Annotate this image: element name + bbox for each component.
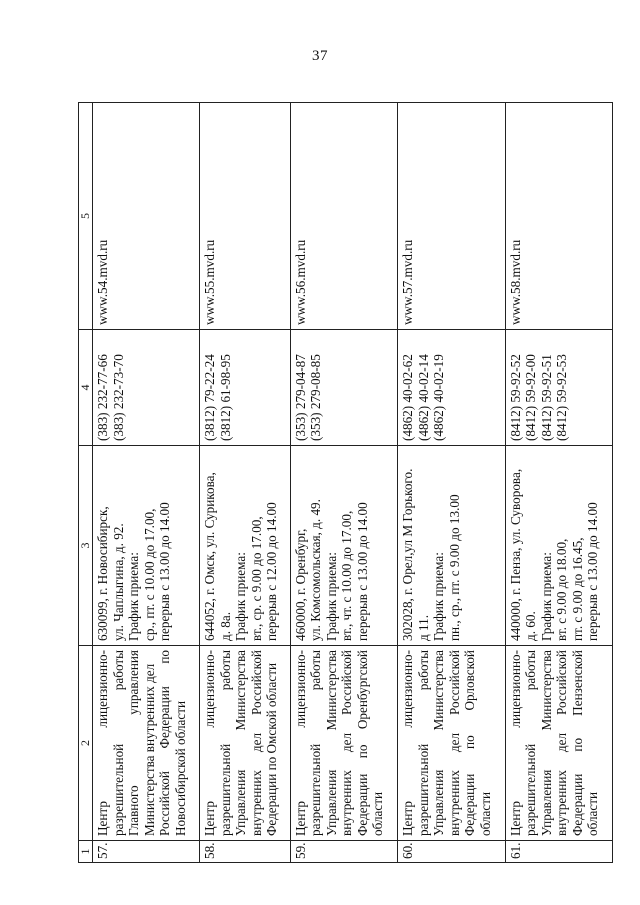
organization-word: Федерации bbox=[569, 773, 585, 836]
address-line: 644052, г. Омск, ул. Сурикова, bbox=[202, 472, 218, 641]
phone-number: (3812) 79-22-24 bbox=[202, 354, 218, 441]
phone-number: (8412) 59-92-52 bbox=[507, 354, 523, 441]
organization-word: Оренбургской bbox=[354, 650, 370, 730]
organization-word: управления bbox=[126, 650, 141, 715]
table-row bbox=[290, 103, 397, 863]
address-line: График приема: bbox=[538, 552, 554, 641]
header-row bbox=[79, 103, 93, 863]
address-cell bbox=[290, 446, 397, 646]
organization-word: дел bbox=[446, 732, 462, 753]
address-line: пн., ср., пт. с 9.00 до 13.00 bbox=[446, 494, 462, 641]
organization-word: Российской bbox=[339, 650, 355, 716]
organization-word: по bbox=[157, 650, 172, 664]
organization-word: по bbox=[462, 735, 478, 749]
organization-word: Министерства bbox=[431, 650, 447, 731]
organization-line bbox=[202, 650, 218, 836]
organization-line bbox=[539, 650, 555, 836]
organization-line bbox=[308, 650, 324, 836]
organization-line bbox=[126, 650, 142, 836]
organization-line: Новосибирской области bbox=[172, 700, 188, 836]
address-line: д. 60. bbox=[523, 611, 539, 641]
phones-cell bbox=[200, 330, 290, 446]
phone-number: (383) 232-73-70 bbox=[110, 354, 126, 441]
phone-number: (383) 232-77-66 bbox=[95, 354, 110, 441]
rotated-table-container bbox=[78, 103, 613, 863]
organization-word: внутренних bbox=[554, 769, 570, 836]
organization-word: Пензенской bbox=[569, 650, 585, 716]
organization-cell bbox=[93, 646, 200, 841]
address-line: ул. Чаплыгина, д. 92. bbox=[110, 523, 126, 641]
phone-number: (353) 279-08-85 bbox=[308, 354, 324, 441]
row-number-cell: 61. bbox=[505, 841, 612, 863]
organization-line bbox=[431, 650, 447, 836]
organization-word: Главного bbox=[126, 785, 141, 836]
organization-line bbox=[157, 650, 173, 836]
organization-cell bbox=[398, 646, 505, 841]
organization-word: лицензионно- bbox=[400, 650, 416, 728]
address-cell bbox=[93, 446, 200, 646]
organization-word: лицензионно- bbox=[95, 650, 110, 728]
organization-word: Центр bbox=[400, 801, 416, 836]
organization-line bbox=[554, 650, 570, 836]
organization-word: Центр bbox=[95, 801, 110, 836]
organization-word: Орловской bbox=[462, 650, 478, 711]
header-cell-2: 2 bbox=[79, 646, 93, 841]
phone-number: (4862) 40-02-19 bbox=[431, 354, 447, 441]
address-line: График приема: bbox=[431, 552, 447, 641]
phones-cell bbox=[290, 330, 397, 446]
organization-word: разрешительной bbox=[110, 743, 126, 836]
organization-word: Федерации bbox=[462, 773, 478, 836]
organization-word: Центр bbox=[507, 801, 523, 836]
page-number: 37 bbox=[312, 48, 328, 64]
website-cell: www.56.mvd.ru bbox=[290, 103, 397, 330]
phones-cell bbox=[505, 330, 612, 446]
header-cell-3: 3 bbox=[79, 446, 93, 646]
organization-word: Российской bbox=[248, 650, 264, 716]
organizations-table bbox=[78, 102, 613, 863]
organization-cell bbox=[290, 646, 397, 841]
organization-line bbox=[462, 650, 478, 836]
organization-line bbox=[218, 650, 234, 836]
organization-word: разрешительной bbox=[415, 743, 431, 836]
organization-word: по bbox=[354, 744, 370, 759]
organization-word: дел bbox=[554, 732, 570, 753]
organization-word: работы bbox=[523, 650, 539, 691]
organization-word: лицензионно- bbox=[292, 650, 308, 728]
phone-number: (8412) 59-92-53 bbox=[554, 354, 570, 441]
address-line: д. 8а. bbox=[217, 611, 233, 641]
address-line: График приема: bbox=[323, 552, 339, 641]
organization-word: разрешительной bbox=[523, 743, 539, 836]
address-line: перерыв с 13.00 до 14.00 bbox=[585, 502, 601, 641]
organization-word: лицензионно- bbox=[507, 650, 523, 728]
organization-word: работы bbox=[110, 650, 126, 691]
organization-line bbox=[355, 650, 371, 836]
organization-word: дел bbox=[339, 732, 355, 753]
organization-word: Федерации bbox=[157, 686, 172, 749]
phones-cell bbox=[398, 330, 505, 446]
phone-number: (4862) 40-02-14 bbox=[415, 354, 431, 441]
organization-word: Управления bbox=[323, 769, 339, 836]
address-line: вт. с 9.00 до 18.00, bbox=[554, 538, 570, 641]
organization-line: области bbox=[585, 791, 601, 836]
organization-line bbox=[508, 650, 524, 836]
website-cell: www.57.mvd.ru bbox=[398, 103, 505, 330]
organization-word: Министерства bbox=[233, 650, 249, 731]
organization-word: внутренних bbox=[446, 769, 462, 836]
organization-line bbox=[523, 650, 539, 836]
address-line: д 11. bbox=[415, 614, 431, 641]
address-line: 302028, г. Орел,ул М Горького. bbox=[400, 468, 416, 641]
organization-word: работы bbox=[308, 650, 324, 691]
organization-word: Управления bbox=[431, 769, 447, 836]
organization-line bbox=[400, 650, 416, 836]
phone-number: (8412) 59-92-51 bbox=[538, 354, 554, 441]
phone-number: (8412) 59-92-00 bbox=[523, 354, 539, 441]
address-line: График приема: bbox=[126, 552, 141, 641]
organization-word: внутренних bbox=[248, 769, 264, 836]
address-cell bbox=[398, 446, 505, 646]
address-line: перерыв с 13.00 до 14.00 bbox=[157, 502, 172, 641]
organization-word: Российской bbox=[554, 650, 570, 716]
organization-line: Федерации по Омской области bbox=[264, 662, 280, 836]
address-line: ул. Комсомольская, д. 49. bbox=[308, 499, 324, 641]
phone-number: (353) 279-04-87 bbox=[292, 354, 308, 441]
organization-word: внутренних bbox=[339, 769, 355, 836]
organization-word: Министерства bbox=[323, 650, 339, 731]
organization-word: Центр bbox=[202, 801, 218, 836]
website-cell: www.58.mvd.ru bbox=[505, 103, 612, 330]
phone-number: (4862) 40-02-62 bbox=[400, 354, 416, 441]
phone-number: (3812) 61-98-95 bbox=[217, 354, 233, 441]
table-row bbox=[398, 103, 505, 863]
organization-cell bbox=[505, 646, 612, 841]
organization-line bbox=[324, 650, 340, 836]
table-row bbox=[505, 103, 612, 863]
organization-line bbox=[233, 650, 249, 836]
organization-word: лицензионно- bbox=[202, 650, 218, 728]
organization-word: Центр bbox=[292, 801, 308, 836]
address-line: вт., чт. с 10.00 до 17.00, bbox=[339, 510, 355, 641]
organization-line bbox=[416, 650, 432, 836]
header-cell-1: 1 bbox=[79, 841, 93, 863]
address-line: График приема: bbox=[233, 552, 249, 641]
row-number-cell: 60. bbox=[398, 841, 505, 863]
organization-line bbox=[570, 650, 586, 836]
row-number-cell: 57. bbox=[93, 841, 200, 863]
organization-line bbox=[339, 650, 355, 836]
organization-word: работы bbox=[217, 650, 233, 691]
table-row bbox=[200, 103, 290, 863]
organization-word: Российской bbox=[446, 650, 462, 716]
organization-word: дел bbox=[248, 732, 264, 753]
row-number-cell: 58. bbox=[200, 841, 290, 863]
header-cell-5: 5 bbox=[79, 103, 93, 330]
address-line: ср., пт. с 10.00 до 17.00, bbox=[141, 508, 157, 641]
address-cell bbox=[200, 446, 290, 646]
organization-word: Управления bbox=[538, 769, 554, 836]
organization-word: разрешительной bbox=[217, 743, 233, 836]
organization-word: по bbox=[569, 737, 585, 752]
phones-cell bbox=[93, 330, 200, 446]
organization-line bbox=[95, 650, 111, 836]
organization-word: Федерации bbox=[354, 773, 370, 836]
organization-word: Министерства bbox=[538, 650, 554, 731]
address-line: 440000, г. Пенза, ул. Суворова, bbox=[507, 468, 523, 641]
organization-cell bbox=[200, 646, 290, 841]
table-row bbox=[93, 103, 200, 863]
address-cell bbox=[505, 446, 612, 646]
address-line: 460000, г. Оренбург, bbox=[292, 528, 308, 641]
organization-word: Управления bbox=[233, 769, 249, 836]
organization-word: работы bbox=[415, 650, 431, 691]
organization-line: области bbox=[477, 791, 493, 836]
header-cell-4: 4 bbox=[79, 330, 93, 446]
organization-word: Российской bbox=[157, 771, 172, 836]
organization-line bbox=[293, 650, 309, 836]
website-cell: www.54.mvd.ru bbox=[93, 103, 200, 330]
address-line: перерыв с 12.00 до 14.00 bbox=[264, 502, 280, 641]
address-line: 630099, г. Новосибирск, bbox=[95, 506, 110, 641]
organization-word: разрешительной bbox=[308, 743, 324, 836]
row-number-cell: 59. bbox=[290, 841, 397, 863]
organization-line bbox=[111, 650, 127, 836]
organization-line bbox=[447, 650, 463, 836]
address-line: пт. с 9.00 до 16.45, bbox=[569, 537, 585, 641]
organization-line bbox=[249, 650, 265, 836]
website-cell: www.55.mvd.ru bbox=[200, 103, 290, 330]
address-line: вт., ср. с 9.00 до 17.00, bbox=[248, 516, 264, 641]
organization-line: области bbox=[370, 791, 386, 836]
organization-line: Министерства внутренних дел bbox=[141, 663, 157, 836]
address-line: перерыв с 13.00 до 14.00 bbox=[354, 502, 370, 641]
